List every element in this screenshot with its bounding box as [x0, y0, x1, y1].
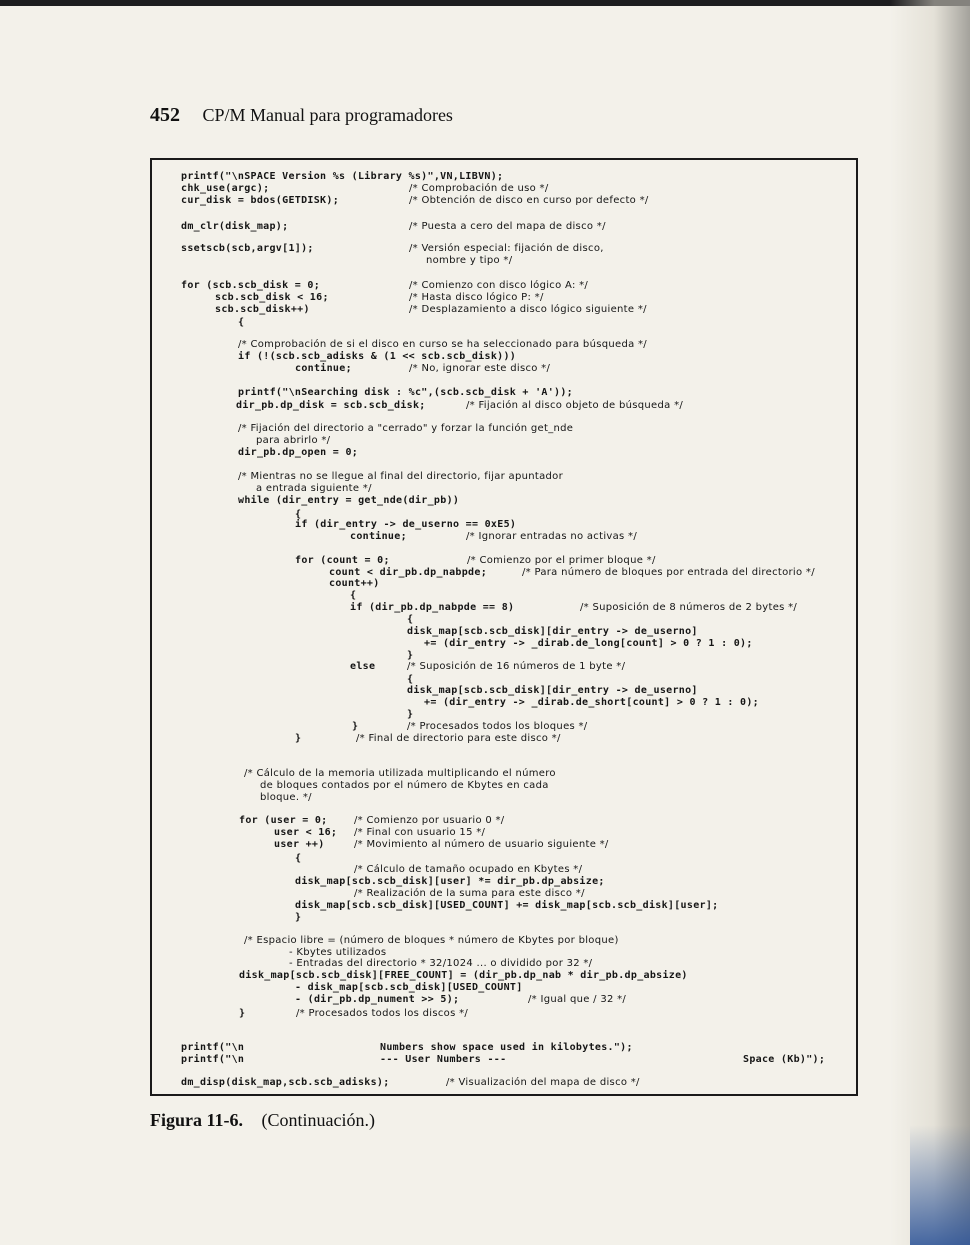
- code-line: printf("\nSPACE Version %s (Library %s)",VN,LIBVN);: [181, 171, 504, 182]
- code-line-continuation: Space (Kb)");: [743, 1054, 826, 1065]
- code-comment: /* Final de directorio para este disco */: [356, 733, 561, 744]
- code-line: += (dir_entry -> _dirab.de_long[count] > 0 ? 1 : 0);: [424, 638, 753, 649]
- code-line: - disk_map[scb.scb_disk][USED_COUNT]: [295, 982, 523, 993]
- code-line: cur_disk = bdos(GETDISK);: [181, 195, 340, 206]
- code-line: {: [295, 509, 302, 520]
- code-line: scb.scb_disk < 16;: [215, 292, 329, 303]
- code-line: {: [238, 317, 245, 328]
- code-line: }: [295, 733, 302, 744]
- code-comment: /* Comienzo por el primer bloque */: [467, 555, 656, 566]
- code-line: dm_clr(disk_map);: [181, 221, 289, 232]
- code-line: continue;: [295, 363, 352, 374]
- code-comment: bloque. */: [260, 792, 312, 803]
- code-comment: /* Movimiento al número de usuario siguiente */: [354, 839, 609, 850]
- code-line: - (dir_pb.dp_nument >> 5);: [295, 994, 460, 1005]
- code-line: while (dir_entry = get_nde(dir_pb)): [238, 495, 460, 506]
- code-line: count++): [329, 578, 380, 589]
- scan-top-edge: [0, 0, 970, 6]
- code-comment: /* Mientras no se llegue al final del directorio, fijar apuntador: [238, 471, 564, 482]
- code-line: user < 16;: [274, 827, 338, 838]
- code-comment: - Entradas del directorio * 32/1024 ... o dividido por 32 */: [289, 958, 593, 969]
- code-comment: /* Procesados todos los bloques */: [407, 721, 588, 732]
- code-comment: /* Obtención de disco en curso por defecto */: [409, 195, 649, 206]
- code-comment: para abrirlo */: [256, 435, 331, 446]
- code-line: printf("\nSearching disk : %c",(scb.scb_disk + 'A'));: [238, 387, 573, 398]
- code-comment: /* Comprobación de uso */: [409, 183, 549, 194]
- code-comment: /* Cálculo de tamaño ocupado en Kbytes */: [354, 864, 583, 875]
- code-comment: /* Suposición de 16 números de 1 byte */: [407, 661, 626, 672]
- code-line: scb.scb_disk++): [215, 304, 310, 315]
- page-number: 452: [150, 104, 180, 126]
- code-comment: /* Desplazamiento a disco lógico siguiente */: [409, 304, 647, 315]
- code-line: printf("\n: [181, 1042, 245, 1053]
- code-line: }: [295, 912, 302, 923]
- code-line: continue;: [350, 531, 407, 542]
- page-header: [150, 104, 453, 127]
- code-line: {: [295, 853, 302, 864]
- code-line: }: [407, 650, 414, 661]
- code-line: if (dir_entry -> de_userno == 0xE5): [295, 519, 517, 530]
- code-line-continuation: --- User Numbers ---: [380, 1054, 507, 1065]
- code-line: += (dir_entry -> _dirab.de_short[count] > 0 ? 1 : 0);: [424, 697, 759, 708]
- code-comment: /* Comienzo por usuario 0 */: [354, 815, 505, 826]
- code-line: dm_disp(disk_map,scb.scb_adisks);: [181, 1077, 390, 1088]
- code-comment: /* Comienzo con disco lógico A: */: [409, 280, 589, 291]
- code-comment: /* Suposición de 8 números de 2 bytes */: [580, 602, 798, 613]
- code-line: if (!(scb.scb_adisks & (1 << scb.scb_disk))): [238, 351, 517, 362]
- code-comment: /* Cálculo de la memoria utilizada multiplicando el número: [244, 768, 556, 779]
- code-comment: /* Visualización del mapa de disco */: [446, 1077, 640, 1088]
- code-comment: /* Ignorar entradas no activas */: [466, 531, 638, 542]
- code-line: {: [407, 614, 414, 625]
- code-line: }: [352, 721, 359, 732]
- code-comment: /* Para número de bloques por entrada del directorio */: [522, 567, 815, 578]
- code-line: {: [350, 590, 357, 601]
- code-line: disk_map[scb.scb_disk][USED_COUNT] += disk_map[scb.scb_disk][user];: [295, 900, 719, 911]
- figure-caption-text: (Continuación.): [261, 1110, 375, 1130]
- code-comment: /* Puesta a cero del mapa de disco */: [409, 221, 606, 232]
- code-line: for (count = 0;: [295, 555, 390, 566]
- code-line: else: [350, 661, 376, 672]
- code-line: chk_use(argc);: [181, 183, 270, 194]
- code-line: if (dir_pb.dp_nabpde == 8): [350, 602, 515, 613]
- code-line: for (scb.scb_disk = 0;: [181, 280, 321, 291]
- code-line: count < dir_pb.dp_nabpde;: [329, 567, 488, 578]
- page-gutter-shadow: [890, 0, 970, 1245]
- code-comment: /* Igual que / 32 */: [528, 994, 627, 1005]
- code-comment: a entrada siguiente */: [256, 483, 372, 494]
- code-line-continuation: Numbers show space used in kilobytes.");: [380, 1042, 633, 1053]
- code-line: disk_map[scb.scb_disk][FREE_COUNT] = (dir_pb.dp_nab * dir_pb.dp_absize): [239, 970, 688, 981]
- code-line: for (user = 0;: [239, 815, 328, 826]
- code-comment: /* Fijación del directorio a "cerrado" y forzar la función get_nde: [238, 423, 574, 434]
- running-title: CP/M Manual para programadores: [202, 105, 453, 125]
- code-comment: /* No, ignorar este disco */: [409, 363, 551, 374]
- code-comment: /* Realización de la suma para este disco */: [354, 888, 585, 899]
- code-comment: /* Final con usuario 15 */: [354, 827, 486, 838]
- code-comment: /* Versión especial: fijación de disco,: [409, 243, 604, 254]
- code-line: disk_map[scb.scb_disk][dir_entry -> de_userno]: [407, 626, 698, 637]
- code-line: dir_pb.dp_disk = scb.scb_disk;: [236, 400, 426, 411]
- code-line: ssetscb(scb,argv[1]);: [181, 243, 314, 254]
- code-comment: - Kbytes utilizados: [289, 947, 387, 958]
- code-line: disk_map[scb.scb_disk][user] *= dir_pb.dp_absize;: [295, 876, 605, 887]
- code-comment: de bloques contados por el número de Kbytes en cada: [260, 780, 549, 791]
- figure-label: Figura 11-6.: [150, 1110, 243, 1130]
- code-line: printf("\n: [181, 1054, 245, 1065]
- code-line: {: [407, 674, 414, 685]
- figure-caption: [150, 1110, 375, 1131]
- code-line: disk_map[scb.scb_disk][dir_entry -> de_userno]: [407, 685, 698, 696]
- code-line: }: [239, 1008, 246, 1019]
- code-line: dir_pb.dp_open = 0;: [238, 447, 359, 458]
- code-line: user ++): [274, 839, 325, 850]
- code-comment: /* Comprobación de si el disco en curso se ha seleccionado para búsqueda */: [238, 339, 647, 350]
- page-corner-shadow: [910, 1125, 970, 1245]
- code-line: }: [407, 709, 414, 720]
- code-comment: /* Procesados todos los discos */: [296, 1008, 469, 1019]
- code-comment: /* Hasta disco lógico P: */: [409, 292, 544, 303]
- code-comment: /* Espacio libre = (número de bloques * número de Kbytes por bloque): [244, 935, 619, 946]
- code-comment: /* Fijación al disco objeto de búsqueda */: [466, 400, 684, 411]
- code-comment: nombre y tipo */: [426, 255, 513, 266]
